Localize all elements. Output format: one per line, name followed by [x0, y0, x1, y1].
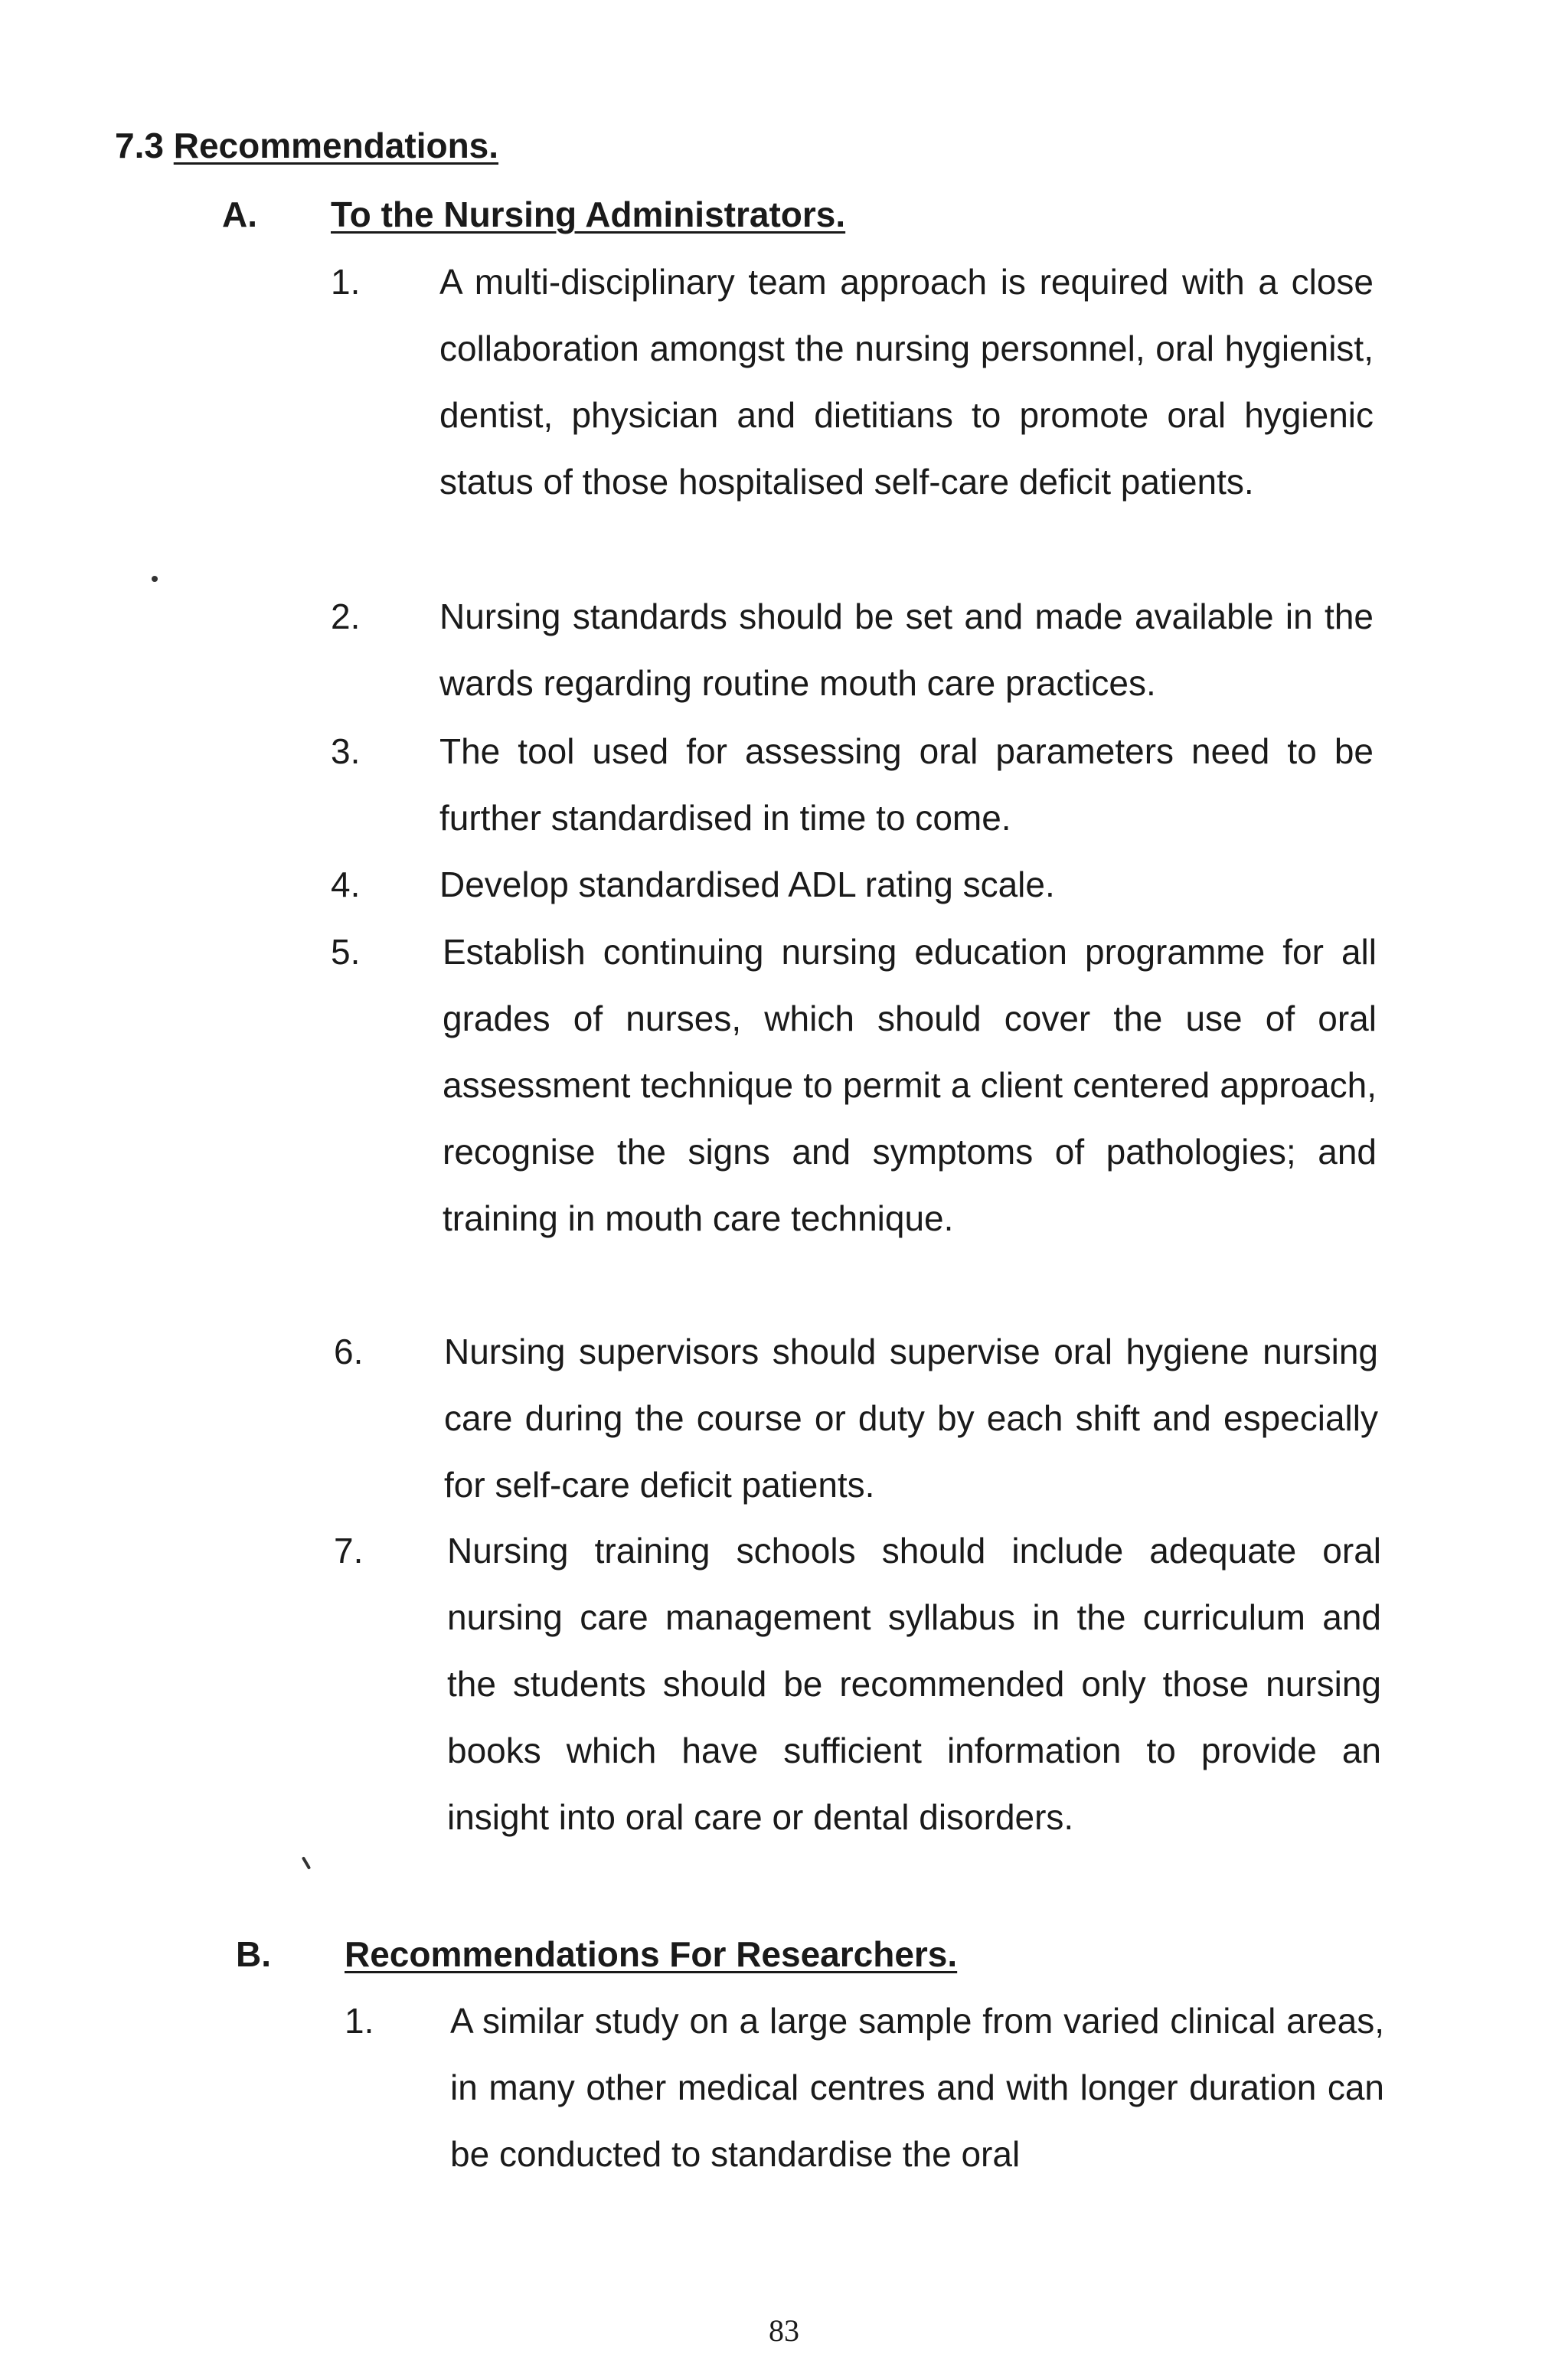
item-number: 6. [334, 1332, 364, 1371]
section-heading [115, 121, 498, 170]
item-number: 7. [334, 1531, 364, 1571]
item-text: A similar study on a large sample from varied clinical areas, in many other medical centres and with longer duration can be conducted to standardise the oral [450, 2001, 1384, 2174]
item-text: Nursing training schools should include adequate oral nursing care management syllabus in the curriculum and the students should be recommended only those nursing books which have sufficient information to provide an insight into oral care or dental disorders. [447, 1531, 1381, 1837]
section-heading-title: Recommendations. [173, 126, 499, 165]
scan-speck [152, 576, 158, 582]
item-text: A multi-disciplinary team approach is required with a close collaboration amongst the nursing personnel, oral hygienist, dentist, physician and dietitians to promote oral hygienic status of those hospitalised self-care deficit patients. [439, 262, 1374, 502]
section-number: 7.3 [115, 126, 164, 165]
item-number: 3. [331, 731, 361, 771]
item-number: 1. [331, 262, 361, 302]
item-number: 5. [331, 932, 361, 972]
item-number: 1. [345, 2001, 374, 2041]
section-b-label: B. [236, 1934, 271, 1974]
section-b-title: Recommendations For Researchers. [345, 1934, 958, 1974]
page-number: 83 [769, 2313, 799, 2348]
item-number: 4. [331, 865, 361, 904]
item-number: 2. [331, 597, 361, 636]
item-text: Develop standardised ADL rating scale. [439, 865, 1055, 904]
scan-mark [302, 1856, 311, 1870]
item-text: Nursing supervisors should supervise oral hygiene nursing care during the course or duty by each shift and especially for self-care deficit patients. [444, 1332, 1378, 1505]
item-text: Establish continuing nursing education programme for all grades of nurses, which should cover the use of oral assessment technique to permit a client centered approach, recognise the signs and symptoms of pathologies; and training in mouth care technique. [443, 932, 1377, 1238]
section-a-title: To the Nursing Administrators. [331, 194, 846, 234]
item-text: Nursing standards should be set and made available in the wards regarding routine mouth care practices. [439, 597, 1374, 703]
section-a-label: A. [222, 194, 257, 234]
item-text: The tool used for assessing oral parameters need to be further standardised in time to come. [439, 731, 1374, 838]
